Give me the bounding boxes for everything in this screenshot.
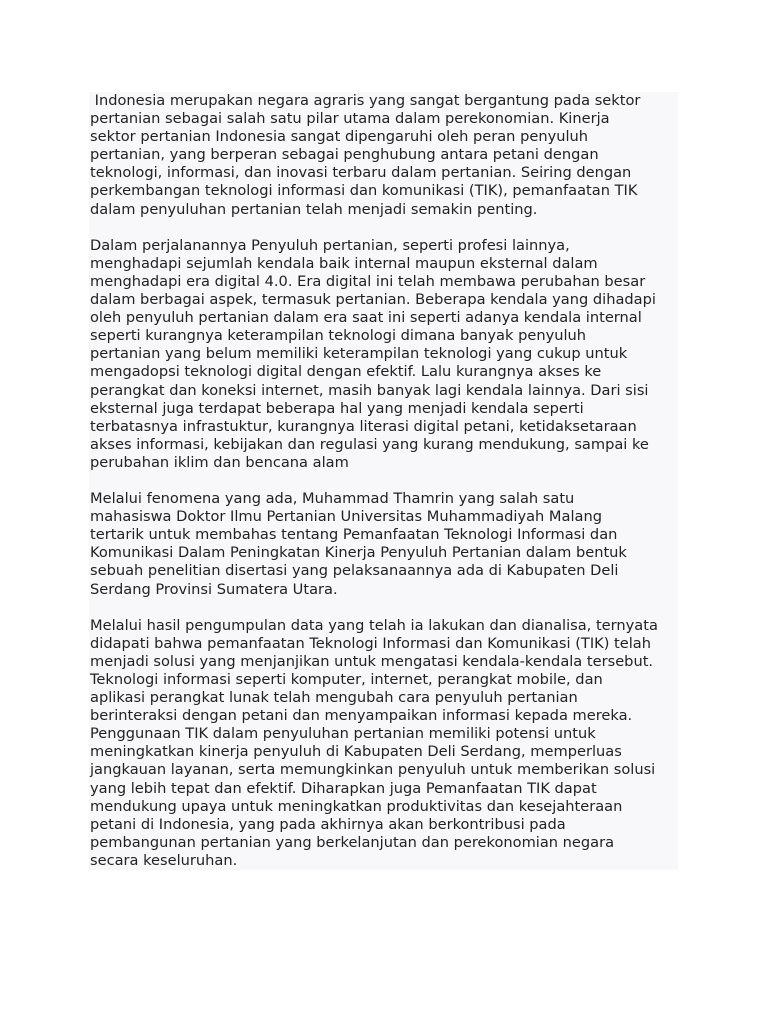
paragraph-intro: Indonesia merupakan negara agraris yang sangat bergantung pada sektor pertanian sebagai salah satu pilar utama dalam perekonomian. Kinerja sektor pertanian Indonesia sangat dipengaruhi oleh peran penyuluh pertanian, yang berperan sebagai penghubung antara petani dengan teknologi, informasi, dan inovasi terbaru dalam pertanian. Seiring dengan perkembangan teknologi informasi dan komunikasi (TIK), pemanfaatan TIK dalam penyuluhan pertanian telah menjadi semakin penting.	[90, 92, 641, 218]
paragraph-findings: Melalui hasil pengumpulan data yang telah ia lakukan dan dianalisa, ternyata didapati bahwa pemanfaatan Teknologi Informasi dan Komunikasi (TIK) telah menjadi solusi yang menjanjikan untuk mengatasi kendala-kendala tersebut. Teknologi informasi seperti komputer, internet, perangkat mobile, dan aplikasi perangkat lunak telah mengubah cara penyuluh pertanian berinteraksi dengan petani dan menyampaikan informasi kepada mereka. Penggunaan TIK dalam penyuluhan pertanian memiliki potensi untuk meningkatkan kinerja penyuluh di Kabupaten Deli Serdang, memperluas jangkauan layanan, serta memungkinkan penyuluh untuk memberikan solusi yang lebih tepat dan efektif. Diharapkan juga Pemanfaatan TIK dapat mendukung upaya untuk meningkatkan produktivitas dan kesejahteraan petani di Indonesia, yang pada akhirnya akan berkontribusi pada pembangunan pertanian yang berkelanjutan dan perekonomian negara secara keseluruhan.	[90, 616, 658, 869]
paragraph-spacer	[90, 472, 678, 490]
paragraph-research: Melalui fenomena yang ada, Muhammad Thamrin yang salah satu mahasiswa Doktor Ilmu Pertanian Universitas Muhammadiyah Malang tertarik untuk membahas tentang Pemanfaatan Teknologi Informasi dan Komunikasi Dalam Peningkatan Kinerja Penyuluh Pertanian dalam bentuk sebuah penelitian disertasi yang pelaksanaannya ada di Kabupaten Deli Serdang Provinsi Sumatera Utara.	[90, 490, 627, 598]
paragraph-spacer	[90, 219, 678, 237]
article-text-block	[89, 92, 678, 870]
paragraph-spacer	[90, 599, 678, 617]
paragraph-challenges: Dalam perjalanannya Penyuluh pertanian, seperti profesi lainnya, menghadapi sejumlah kendala baik internal maupun eksternal dalam menghadapi era digital 4.0. Era digital ini telah membawa perubahan besar dalam berbagai aspek, termasuk pertanian. Beberapa kendala yang dihadapi oleh penyuluh pertanian dalam era saat ini seperti adanya kendala internal seperti kurangnya keterampilan teknologi dimana banyak penyuluh pertanian yang belum memiliki keterampilan teknologi yang cukup untuk mengadopsi teknologi digital dengan efektif. Lalu kurangnya akses ke perangkat dan koneksi internet, masih banyak lagi kendala lainnya. Dari sisi eksternal juga terdapat beberapa hal yang menjadi kendala seperti terbatasnya infrastuktur, kurangnya literasi digital petani, ketidaksetaraan akses informasi, kebijakan dan regulasi yang kurang mendukung, sampai ke perubahan iklim dan bencana alam	[90, 236, 656, 471]
